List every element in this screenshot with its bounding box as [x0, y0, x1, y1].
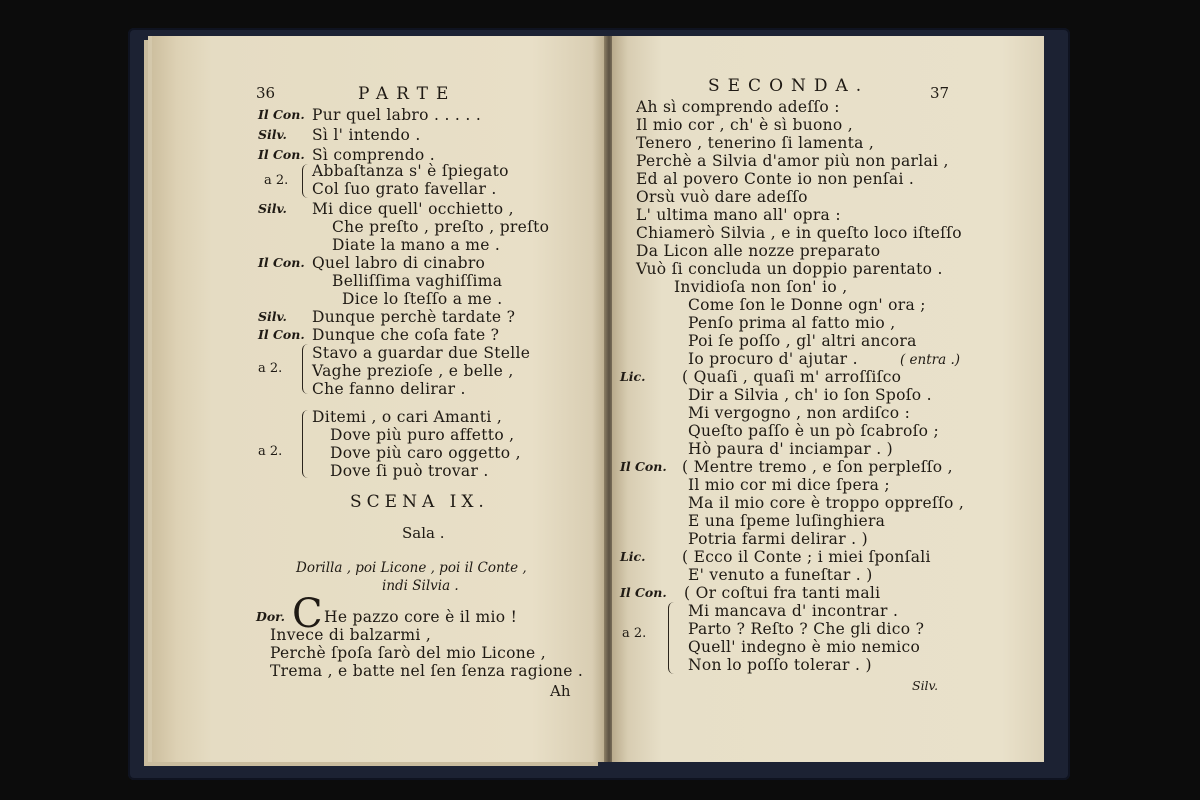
- verse-line: Perchè a Silvia d'amor più non parlai ,: [636, 152, 949, 170]
- verse-line: ( Quaſi , quaſi m' arroſſiſco: [682, 368, 902, 386]
- verse-line: Invece di balzarmi ,: [270, 626, 432, 644]
- speaker-label: Silv.: [258, 201, 287, 216]
- drop-cap: C: [292, 591, 323, 637]
- speaker-label: Il Con.: [258, 255, 305, 270]
- verse-line: Vaghe prezioſe , e belle ,: [312, 362, 514, 380]
- verse-line: Tenero , tenerino ſi lamenta ,: [636, 134, 875, 152]
- page-number-right: 37: [930, 84, 950, 102]
- verse-line: Dunque che coſa fate ?: [312, 326, 500, 344]
- verse-line: Che preſto , preſto , preſto: [332, 218, 550, 236]
- verse-line: E una ſpeme luſinghiera: [688, 512, 886, 530]
- verse-line: Potria farmi delirar . ): [688, 530, 868, 548]
- verse-line: Ed al povero Conte io non penſai .: [636, 170, 915, 188]
- verse-line: Chiamerò Silvia , e in queſto loco iſteſſo: [636, 224, 962, 242]
- verse-line: Quell' indegno è mio nemico: [688, 638, 921, 656]
- verse-line: Dove ſi può trovar .: [330, 462, 489, 480]
- verse-line: Poi ſe poſſo , gl' altri ancora: [688, 332, 917, 350]
- brace-icon: [302, 164, 309, 198]
- verse-line: Diate la mano a me .: [332, 236, 501, 254]
- speaker-label: Lic.: [620, 549, 646, 564]
- verse-line: ( Mentre tremo , e ſon perpleſſo ,: [682, 458, 953, 476]
- page-number-left: 36: [256, 84, 276, 102]
- stage-direction: Dorilla , poi Licone , poi il Conte ,: [296, 560, 527, 576]
- verse-line: Ma il mio core è troppo oppreſſo ,: [688, 494, 965, 512]
- verse-line: ( Or coſtui fra tanti mali: [684, 584, 881, 602]
- verse-line: Vuò ſi concluda un doppio parentato .: [636, 260, 943, 278]
- verse-line: Pur quel labro . . . . .: [312, 106, 482, 124]
- verse-line: Come ſon le Donne ogn' ora ;: [688, 296, 926, 314]
- a2-marker: a 2.: [264, 173, 289, 188]
- verse-line: Parto ? Reſto ? Che gli dico ?: [688, 620, 925, 638]
- verse-line: Perchè ſpoſa ſarò del mio Licone ,: [270, 644, 546, 662]
- verse-line: Col ſuo grato favellar .: [312, 180, 497, 198]
- verse-line: Che fanno delirar .: [312, 380, 466, 398]
- speaker-label: Dor.: [256, 609, 285, 624]
- scene-setting: Sala .: [402, 524, 445, 542]
- scene-title: SCENA IX.: [350, 492, 489, 512]
- verse-line: ( Ecco il Conte ; i miei ſponſali: [682, 548, 931, 566]
- speaker-label: Il Con.: [258, 147, 305, 162]
- catchword: Silv.: [912, 678, 939, 693]
- verse-line: Non lo poſſo tolerar . ): [688, 656, 872, 674]
- verse-line: Sì comprendo .: [312, 146, 436, 164]
- verse-line: Mi mancava d' incontrar .: [688, 602, 899, 620]
- verse-line: He pazzo core è il mio !: [324, 608, 518, 626]
- speaker-label: Il Con.: [258, 107, 305, 122]
- left-page: [152, 36, 606, 762]
- verse-line: Ditemi , o cari Amanti ,: [312, 408, 503, 426]
- verse-line: Abbaſtanza s' è ſpiegato: [312, 162, 509, 180]
- verse-line: Hò paura d' inciampar . ): [688, 440, 894, 458]
- stage-direction: ( entra .): [900, 352, 961, 368]
- speaker-label: Il Con.: [258, 327, 305, 342]
- a2-marker: a 2.: [622, 626, 647, 641]
- right-page: [612, 36, 1044, 762]
- verse-line: Dove più caro oggetto ,: [330, 444, 521, 462]
- verse-line: Il mio cor , ch' è sì buono ,: [636, 116, 854, 134]
- speaker-label: Lic.: [620, 369, 646, 384]
- brace-icon: [668, 602, 675, 674]
- verse-line: Quel labro di cinabro: [312, 254, 486, 272]
- running-head-left: PARTE: [358, 84, 457, 104]
- a2-marker: a 2.: [258, 444, 283, 459]
- verse-line: Mi dice quell' occhietto ,: [312, 200, 514, 218]
- verse-line: Sì l' intendo .: [312, 126, 421, 144]
- verse-line: Invidioſa non ſon' io ,: [674, 278, 848, 296]
- verse-line: E' venuto a funeſtar . ): [688, 566, 873, 584]
- verse-line: Dunque perchè tardate ?: [312, 308, 516, 326]
- speaker-label: Silv.: [258, 309, 287, 324]
- verse-line: Trema , e batte nel ſen ſenza ragione .: [270, 662, 584, 680]
- speaker-label: Il Con.: [620, 459, 667, 474]
- verse-line: Penſo prima al fatto mio ,: [688, 314, 896, 332]
- verse-line: Dove più puro affetto ,: [330, 426, 515, 444]
- brace-icon: [302, 344, 309, 394]
- speaker-label: Silv.: [258, 127, 287, 142]
- verse-line: Mi vergogno , non ardiſco :: [688, 404, 911, 422]
- a2-marker: a 2.: [258, 361, 283, 376]
- verse-line: Da Licon alle nozze preparato: [636, 242, 881, 260]
- verse-line: Orsù vuò dare adeſſo: [636, 188, 808, 206]
- catchword: Ah: [550, 682, 571, 700]
- verse-line: Dir a Silvia , ch' io ſon Spoſo .: [688, 386, 932, 404]
- verse-line: Queſto paſſo è un pò ſcabroſo ;: [688, 422, 939, 440]
- running-head-right: SECONDA.: [708, 76, 870, 96]
- brace-icon: [302, 410, 309, 478]
- verse-line: Stavo a guardar due Stelle: [312, 344, 531, 362]
- verse-line: L' ultima mano all' opra :: [636, 206, 841, 224]
- verse-line: Ah sì comprendo adeſſo :: [636, 98, 840, 116]
- stage-direction: indi Silvia .: [382, 578, 459, 594]
- verse-line: Il mio cor mi dice ſpera ;: [688, 476, 890, 494]
- verse-line: Io procuro d' ajutar .: [688, 350, 858, 368]
- verse-line: Dice lo ſteſſo a me .: [342, 290, 503, 308]
- verse-line: Belliſſima vaghiſſima: [332, 272, 503, 290]
- speaker-label: Il Con.: [620, 585, 667, 600]
